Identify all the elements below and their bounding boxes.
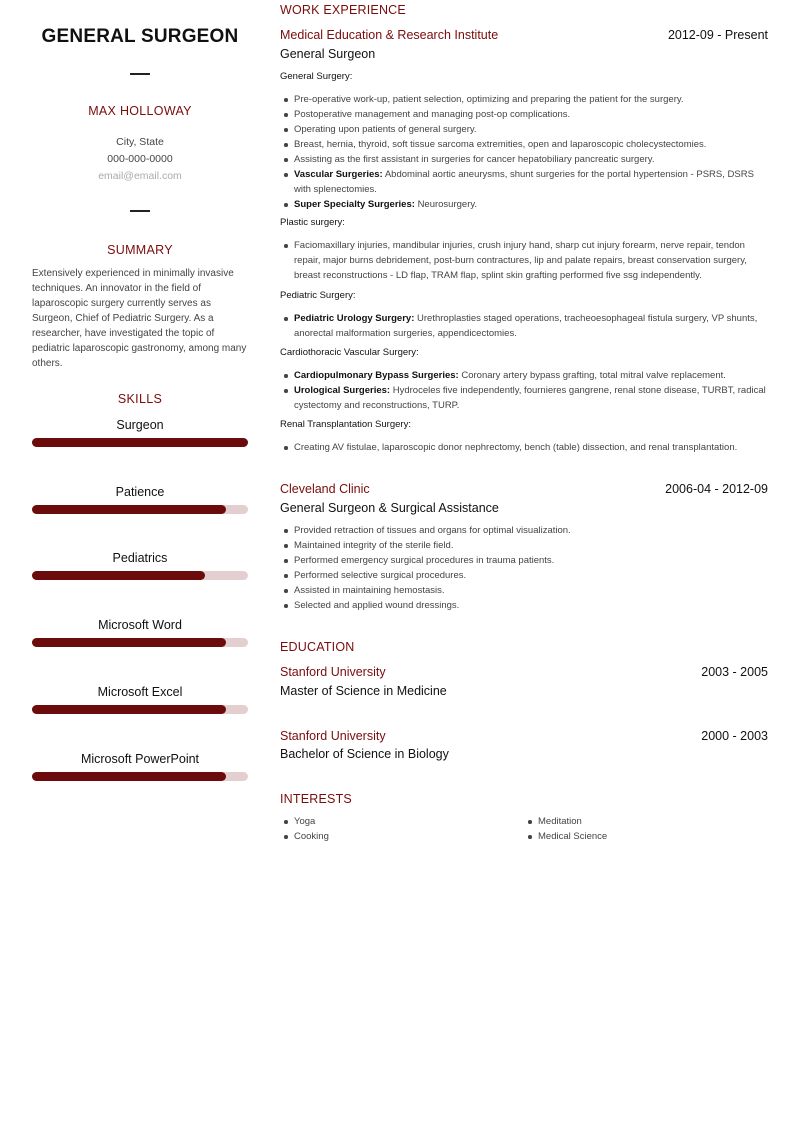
skill-name: Surgeon [116,418,164,432]
list-item: Postoperative management and managing post-op complications. [294,107,768,122]
skill-level-bar [32,505,248,514]
skill-item [32,618,248,634]
bullet-list [294,238,768,283]
bullet-list [294,523,768,613]
list-item: Pediatric Urology Surgery: Urethroplasties staged operations, tracheoesophageal fistula surgery, VP shunts, anorectal malformation surgeries, appendicectomies. [294,311,768,341]
skill-level-fill [32,505,226,514]
skill-item [32,485,248,501]
job-header [280,28,768,44]
list-item: Breast, hernia, thyroid, soft tissue sarcoma extremities, open and laparoscopic cholecystectomies. [294,137,768,152]
education-dates: 2003 - 2005 [701,665,768,679]
summary-heading: SUMMARY [107,243,173,257]
job-organization: Medical Education & Research Institute [280,28,499,42]
skill-level-fill [32,705,226,714]
interest-item: Medical Science [538,829,758,844]
divider [130,210,150,212]
subsection-title: General Surgery: [280,71,353,82]
email-link[interactable]: email@email.com [98,170,182,182]
interests-heading: INTERESTS [280,792,352,806]
bullet-list [294,311,768,341]
list-item: Performed emergency surgical procedures in trauma patients. [294,553,768,568]
interest-item: Cooking [294,829,514,844]
subsection-title: Pediatric Surgery: [280,290,356,301]
skill-level-bar [32,638,248,647]
education-heading: EDUCATION [280,640,355,654]
interests-column [538,814,758,844]
bullet-list [294,440,768,455]
degree: Master of Science in Medicine [280,684,447,698]
job-role: General Surgeon & Surgical Assistance [280,501,499,515]
phone: 000-000-0000 [107,153,173,165]
list-item: Vascular Surgeries: Abdominal aortic aneurysms, shunt surgeries for the portal hypertension - PSRS, DSRS with splenectomies. [294,167,768,197]
skill-item [32,685,248,701]
interest-item: Meditation [538,814,758,829]
subsection-title: Renal Transplantation Surgery: [280,419,411,430]
list-item: Creating AV fistulae, laparoscopic donor nephrectomy, bench (table) dissection, and renal transplantation. [294,440,768,455]
skill-level-fill [32,571,205,580]
skill-name: Microsoft Excel [97,685,183,699]
list-item: Selected and applied wound dressings. [294,598,768,613]
skill-level-fill [32,438,248,447]
skill-level-bar [32,438,248,447]
summary-text: Extensively experienced in minimally invasive techniques. An innovator in the field of laparoscopic surgery currently serves as Surgeon, Chief of Pediatric Surgery. As a researcher, have investigated the topic of pediatric laparoscopic gastronomy, among many others. [32,268,247,369]
list-item: Maintained integrity of the sterile field. [294,538,768,553]
bullet-list [294,368,768,413]
school-name: Stanford University [280,665,386,679]
skill-name: Microsoft Word [98,618,182,632]
job-dates: 2006-04 - 2012-09 [665,482,768,496]
job-organization: Cleveland Clinic [280,482,370,496]
list-item: Urological Surgeries: Hydroceles five independently, fournieres gangrene, renal stone disease, TURBT, radical cystectomy and reconstructions, TURP. [294,383,768,413]
skill-item [32,418,248,434]
skill-name: Microsoft PowerPoint [80,752,200,766]
list-item: Assisting as the first assistant in surgeries for cancer hepatobiliary pancreatic surgery. [294,152,768,167]
subsection-title: Plastic surgery: [280,217,345,228]
skills-heading: SKILLS [117,392,163,406]
interest-item: Yoga [294,814,514,829]
person-name: MAX HOLLOWAY [88,104,192,118]
job-header [280,482,768,498]
degree: Bachelor of Science in Biology [280,747,449,761]
skill-name: Patience [115,485,165,499]
education-header [280,729,768,745]
job-dates: 2012-09 - Present [667,28,768,42]
list-item: Pre-operative work-up, patient selection, optimizing and preparing the patient for the surgery. [294,92,768,107]
job-role: General Surgeon [280,47,376,61]
list-item: Super Specialty Surgeries: Neurosurgery. [294,197,768,212]
divider [130,73,150,75]
skill-name: Pediatrics [112,551,168,565]
interests-column [294,814,514,844]
list-item: Operating upon patients of general surgery. [294,122,768,137]
education-dates: 2000 - 2003 [701,729,768,743]
skill-item [32,551,248,567]
list-item: Assisted in maintaining hemostasis. [294,583,768,598]
list-item: Cardiopulmonary Bypass Surgeries: Coronary artery bypass grafting, total mitral valve replacement. [294,368,768,383]
resume-title: GENERAL SURGEON [41,26,239,47]
work-experience-heading: WORK EXPERIENCE [280,3,406,17]
skill-level-bar [32,705,248,714]
bullet-list [294,92,768,212]
list-item: Faciomaxillary injuries, mandibular injuries, crush injury hand, sharp cut injury forearm, nerve repair, tendon repair, major burns debridement, post-burn contractures, lip and palate repairs, breast conservation surgery, breast reconstructions - LD flap, TRAM flap, splint skin grafting performed five ssg independently. [294,238,768,283]
skill-level-bar [32,571,248,580]
skill-level-bar [32,772,248,781]
list-item: Provided retraction of tissues and organs for optimal visualization. [294,523,768,538]
school-name: Stanford University [280,729,386,743]
location: City, State [116,136,164,148]
education-header [280,665,768,681]
skill-level-fill [32,638,226,647]
skill-level-fill [32,772,226,781]
skill-item [32,752,248,768]
subsection-title: Cardiothoracic Vascular Surgery: [280,347,419,358]
list-item: Performed selective surgical procedures. [294,568,768,583]
